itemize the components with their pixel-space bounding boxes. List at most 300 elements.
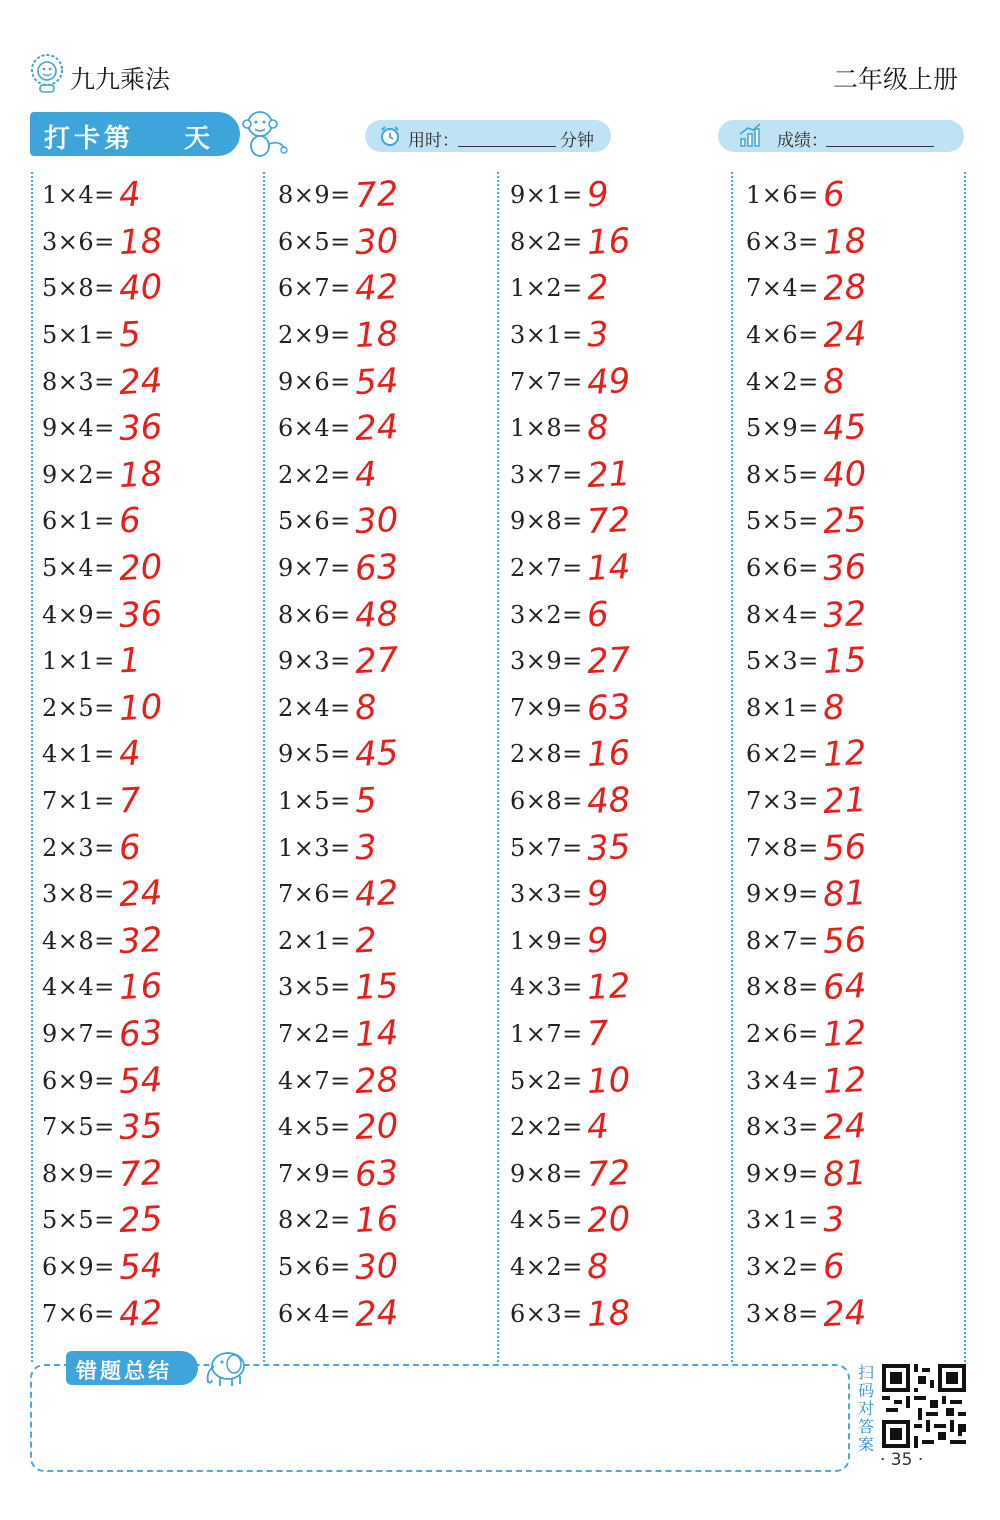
handwritten-answer: 9	[585, 174, 610, 216]
problem-text: 5×3=	[746, 647, 819, 676]
handwritten-answer: 63	[353, 1152, 400, 1195]
problem-item	[42, 591, 272, 638]
problem-item	[746, 1290, 976, 1337]
problem-item	[510, 545, 740, 592]
problem-text: 7×3=	[746, 787, 819, 816]
problem-item	[42, 405, 272, 452]
problem-text: 7×1=	[42, 787, 115, 816]
handwritten-answer: 5	[117, 314, 142, 356]
handwritten-answer: 42	[353, 873, 400, 916]
problem-text: 8×3=	[42, 367, 115, 396]
problem-item	[746, 172, 976, 219]
handwritten-answer: 48	[353, 593, 400, 636]
problem-text: 8×2=	[510, 227, 583, 256]
handwritten-answer: 27	[353, 640, 400, 683]
problem-item	[746, 731, 976, 778]
problem-item	[278, 172, 508, 219]
problem-text: 4×9=	[42, 600, 115, 629]
problem-text: 3×8=	[42, 880, 115, 909]
problem-item	[42, 452, 272, 499]
handwritten-answer: 30	[353, 1245, 400, 1289]
handwritten-answer: 8	[821, 361, 846, 403]
problem-text: 4×1=	[42, 740, 115, 769]
handwritten-answer: 16	[585, 220, 632, 263]
handwritten-answer: 3	[585, 314, 610, 356]
problem-text: 6×8=	[510, 787, 583, 816]
handwritten-answer: 48	[585, 779, 632, 823]
handwritten-answer: 45	[821, 407, 868, 450]
problem-item	[42, 545, 272, 592]
handwritten-answer: 3	[353, 827, 378, 869]
handwritten-answer: 7	[585, 1013, 610, 1055]
problem-text: 2×6=	[746, 1019, 819, 1048]
handwritten-answer: 7	[117, 780, 142, 822]
handwritten-answer: 18	[353, 313, 400, 357]
problem-text: 6×9=	[42, 1252, 115, 1281]
problem-item	[278, 778, 508, 825]
problem-text: 7×9=	[278, 1159, 351, 1188]
problem-text: 8×7=	[746, 926, 819, 955]
handwritten-answer: 28	[353, 1059, 400, 1102]
problem-item	[278, 1290, 508, 1337]
handwritten-answer: 12	[585, 966, 632, 1009]
handwritten-answer: 24	[353, 1292, 400, 1335]
problem-text: 9×9=	[746, 880, 819, 909]
problem-text: 6×3=	[510, 1299, 583, 1328]
problem-item	[746, 685, 976, 732]
handwritten-answer: 4	[585, 1106, 610, 1148]
score-input-line[interactable]	[826, 146, 934, 147]
problem-item	[42, 778, 272, 825]
problem-item	[746, 312, 976, 359]
problem-text: 7×6=	[278, 880, 351, 909]
problem-item	[510, 405, 740, 452]
problem-item	[746, 1197, 976, 1244]
problem-item	[510, 871, 740, 918]
problem-text: 8×5=	[746, 460, 819, 489]
problem-text: 2×3=	[42, 833, 115, 862]
problem-text: 2×2=	[278, 460, 351, 489]
problem-text: 6×5=	[278, 227, 351, 256]
problem-item	[42, 964, 272, 1011]
problem-text: 7×9=	[510, 693, 583, 722]
problem-text: 9×8=	[510, 1159, 583, 1188]
problem-item	[510, 172, 740, 219]
problem-item	[278, 265, 508, 312]
problem-item	[510, 1011, 740, 1058]
problem-item	[42, 1150, 272, 1197]
handwritten-answer: 54	[117, 1059, 164, 1102]
problem-item	[746, 638, 976, 685]
handwritten-answer: 12	[821, 733, 868, 776]
handwritten-answer: 30	[353, 500, 400, 543]
problem-text: 6×6=	[746, 554, 819, 583]
handwritten-answer: 18	[585, 1292, 632, 1335]
handwritten-answer: 1	[117, 640, 142, 682]
problem-item	[746, 591, 976, 638]
problem-item	[278, 498, 508, 545]
handwritten-answer: 2	[353, 920, 378, 962]
problem-text: 3×9=	[510, 647, 583, 676]
problem-item	[510, 778, 740, 825]
handwritten-answer: 12	[821, 1012, 868, 1056]
problem-text: 8×6=	[278, 600, 351, 629]
problem-item	[278, 452, 508, 499]
problem-item	[42, 1104, 272, 1151]
problem-item	[278, 824, 508, 871]
problem-item	[278, 312, 508, 359]
problem-text: 1×8=	[510, 414, 583, 443]
handwritten-answer: 72	[585, 500, 632, 543]
problem-item	[278, 1057, 508, 1104]
problem-item	[42, 731, 272, 778]
handwritten-answer: 8	[585, 407, 610, 449]
handwritten-answer: 36	[117, 593, 164, 636]
problem-text: 3×4=	[746, 1066, 819, 1095]
problem-item	[42, 1197, 272, 1244]
handwritten-answer: 8	[585, 1246, 610, 1288]
problem-text: 4×8=	[42, 926, 115, 955]
handwritten-answer: 35	[117, 1106, 164, 1149]
handwritten-answer: 18	[117, 453, 164, 496]
problem-text: 9×1=	[510, 181, 583, 210]
problem-item	[746, 1244, 976, 1291]
problem-item	[42, 1244, 272, 1291]
problem-text: 6×7=	[278, 274, 351, 303]
problem-text: 3×7=	[510, 460, 583, 489]
handwritten-answer: 16	[117, 966, 164, 1009]
problem-text: 3×2=	[746, 1252, 819, 1281]
problem-text: 2×4=	[278, 693, 351, 722]
problem-text: 4×5=	[278, 1113, 351, 1142]
problem-text: 2×2=	[510, 1113, 583, 1142]
problem-text: 3×5=	[278, 973, 351, 1002]
problem-text: 1×6=	[746, 181, 819, 210]
handwritten-answer: 63	[353, 546, 400, 590]
problem-text: 7×8=	[746, 833, 819, 862]
problem-item	[42, 918, 272, 965]
score-label: 成绩：	[777, 131, 828, 151]
handwritten-answer: 45	[353, 733, 400, 776]
handwritten-answer: 24	[353, 407, 400, 450]
handwritten-answer: 4	[117, 174, 142, 216]
problem-text: 8×3=	[746, 1113, 819, 1142]
time-label: 用时：	[408, 131, 459, 151]
problem-text: 4×6=	[746, 321, 819, 350]
problem-item	[278, 545, 508, 592]
monkey-icon	[234, 104, 290, 160]
problem-item	[510, 1197, 740, 1244]
problem-text: 3×6=	[42, 227, 115, 256]
problem-item	[42, 824, 272, 871]
handwritten-answer: 20	[353, 1106, 400, 1149]
problem-item	[42, 358, 272, 405]
problem-text: 8×9=	[278, 181, 351, 210]
problem-item	[746, 452, 976, 499]
problem-item	[510, 591, 740, 638]
problem-text: 9×7=	[42, 1019, 115, 1048]
handwritten-answer: 4	[353, 454, 378, 496]
problem-text: 1×3=	[278, 833, 351, 862]
problem-item	[746, 265, 976, 312]
handwritten-answer: 2	[585, 267, 610, 310]
problem-item	[510, 824, 740, 871]
problem-text: 5×6=	[278, 1252, 351, 1281]
problem-text: 8×1=	[746, 693, 819, 722]
handwritten-answer: 9	[585, 873, 610, 915]
handwritten-answer: 40	[821, 453, 868, 496]
problem-text: 4×2=	[746, 367, 819, 396]
problem-text: 9×2=	[42, 460, 115, 489]
problem-text: 4×7=	[278, 1066, 351, 1095]
problem-item	[510, 1290, 740, 1337]
grid-border-left	[31, 172, 33, 1362]
handwritten-answer: 6	[821, 1246, 846, 1288]
problem-text: 8×4=	[746, 600, 819, 629]
practice-column-3	[510, 172, 740, 1337]
problem-text: 4×3=	[510, 973, 583, 1002]
handwritten-answer: 6	[117, 827, 142, 869]
problem-text: 5×5=	[42, 1206, 115, 1235]
problem-item	[278, 964, 508, 1011]
problem-item	[510, 1150, 740, 1197]
handwritten-answer: 32	[117, 919, 164, 962]
time-unit-label: 分钟	[560, 131, 594, 151]
qr-code-icon[interactable]	[882, 1364, 966, 1448]
problem-item	[746, 1104, 976, 1151]
problem-item	[510, 498, 740, 545]
problem-text: 3×3=	[510, 880, 583, 909]
problem-text: 2×9=	[278, 321, 351, 350]
problem-item	[746, 824, 976, 871]
problem-text: 6×4=	[278, 414, 351, 443]
grade-label: 二年级上册	[832, 65, 958, 94]
problem-item	[510, 358, 740, 405]
problem-text: 3×1=	[510, 321, 583, 350]
checkin-day-label: 天	[184, 124, 211, 154]
problem-text: 7×6=	[42, 1299, 115, 1328]
problem-item	[746, 405, 976, 452]
handwritten-answer: 40	[117, 267, 164, 310]
problem-text: 9×7=	[278, 554, 351, 583]
problem-text: 2×5=	[42, 693, 115, 722]
problem-item	[278, 685, 508, 732]
handwritten-answer: 6	[117, 500, 142, 542]
problem-text: 2×1=	[278, 926, 351, 955]
problem-text: 6×3=	[746, 227, 819, 256]
problem-item	[510, 452, 740, 499]
problem-item	[278, 918, 508, 965]
handwritten-answer: 24	[821, 1106, 868, 1149]
handwritten-answer: 18	[821, 220, 868, 263]
problem-item	[746, 778, 976, 825]
handwritten-answer: 63	[117, 1012, 164, 1056]
book-title: 九九乘法	[70, 65, 171, 94]
problem-text: 1×7=	[510, 1019, 583, 1048]
problem-text: 6×1=	[42, 507, 115, 536]
problem-item	[746, 964, 976, 1011]
problem-item	[510, 219, 740, 266]
problem-text: 7×7=	[510, 367, 583, 396]
problem-text: 1×1=	[42, 647, 115, 676]
handwritten-answer: 24	[117, 360, 164, 403]
problem-item	[42, 638, 272, 685]
elephant-icon	[198, 1346, 254, 1388]
problem-item	[746, 358, 976, 405]
problem-item	[42, 498, 272, 545]
handwritten-answer: 49	[585, 360, 632, 403]
problem-text: 5×9=	[746, 414, 819, 443]
problem-text: 8×9=	[42, 1159, 115, 1188]
problem-item	[42, 312, 272, 359]
problem-item	[510, 1104, 740, 1151]
checkin-label: 打卡第	[44, 124, 135, 154]
problem-text: 5×2=	[510, 1066, 583, 1095]
problem-item	[510, 964, 740, 1011]
problem-text: 9×8=	[510, 507, 583, 536]
problem-text: 5×5=	[746, 507, 819, 536]
problem-item	[278, 1011, 508, 1058]
handwritten-answer: 4	[117, 733, 142, 775]
problem-text: 3×1=	[746, 1206, 819, 1235]
scan-answer-label: 扫码对答案	[858, 1363, 875, 1454]
problem-text: 4×5=	[510, 1206, 583, 1235]
handwritten-answer: 81	[821, 873, 868, 916]
handwritten-answer: 20	[117, 546, 164, 590]
problem-item	[42, 265, 272, 312]
problem-item	[278, 1150, 508, 1197]
problem-text: 3×2=	[510, 600, 583, 629]
handwritten-answer: 36	[821, 546, 868, 590]
problem-item	[278, 1244, 508, 1291]
handwritten-answer: 18	[117, 220, 164, 263]
problem-text: 2×7=	[510, 554, 583, 583]
problem-text: 8×8=	[746, 973, 819, 1002]
problem-item	[510, 731, 740, 778]
problem-item	[42, 172, 272, 219]
problem-text: 3×8=	[746, 1299, 819, 1328]
problem-item	[510, 1244, 740, 1291]
handwritten-answer: 36	[117, 407, 164, 450]
handwritten-answer: 27	[585, 640, 632, 683]
handwritten-answer: 10	[117, 686, 164, 729]
problem-text: 6×9=	[42, 1066, 115, 1095]
problem-item	[42, 1290, 272, 1337]
handwritten-answer: 56	[821, 826, 868, 869]
problem-text: 9×3=	[278, 647, 351, 676]
handwritten-answer: 6	[585, 594, 610, 636]
problem-text: 5×1=	[42, 321, 115, 350]
practice-column-4	[746, 172, 976, 1337]
handwritten-answer: 24	[117, 873, 164, 916]
handwritten-answer: 72	[585, 1152, 632, 1195]
problem-text: 2×8=	[510, 740, 583, 769]
handwritten-answer: 16	[353, 1199, 400, 1242]
handwritten-answer: 21	[821, 779, 868, 823]
page-number: · 35 ·	[880, 1450, 924, 1470]
handwritten-answer: 15	[353, 966, 400, 1009]
handwritten-answer: 21	[585, 453, 632, 496]
problem-text: 5×4=	[42, 554, 115, 583]
handwritten-answer: 16	[585, 733, 632, 776]
problem-text: 5×6=	[278, 507, 351, 536]
practice-column-1	[42, 172, 272, 1337]
handwritten-answer: 15	[821, 640, 868, 683]
handwritten-answer: 24	[821, 1292, 868, 1335]
problem-text: 9×5=	[278, 740, 351, 769]
handwritten-answer: 24	[821, 313, 868, 357]
handwritten-answer: 64	[821, 966, 868, 1009]
handwritten-answer: 28	[821, 267, 868, 310]
problem-text: 1×4=	[42, 181, 115, 210]
handwritten-answer: 42	[117, 1292, 164, 1335]
practice-column-2	[278, 172, 508, 1337]
problem-item	[746, 1057, 976, 1104]
time-input-line[interactable]	[458, 146, 556, 147]
alarm-clock-icon	[378, 124, 402, 148]
handwritten-answer: 54	[353, 360, 400, 403]
problem-item	[42, 1057, 272, 1104]
problem-text: 8×2=	[278, 1206, 351, 1235]
problem-text: 5×8=	[42, 274, 115, 303]
handwritten-answer: 5	[353, 780, 378, 822]
problem-item	[510, 312, 740, 359]
problem-item	[746, 1011, 976, 1058]
problem-item	[42, 685, 272, 732]
problem-item	[746, 545, 976, 592]
problem-item	[278, 591, 508, 638]
problem-item	[510, 265, 740, 312]
handwritten-answer: 56	[821, 919, 868, 962]
problem-text: 5×7=	[510, 833, 583, 862]
problem-item	[42, 1011, 272, 1058]
problem-item	[278, 219, 508, 266]
problem-item	[510, 918, 740, 965]
handwritten-answer: 63	[585, 686, 632, 729]
problem-text: 6×4=	[278, 1299, 351, 1328]
problem-text: 1×9=	[510, 926, 583, 955]
problem-item	[278, 358, 508, 405]
handwritten-answer: 3	[821, 1199, 846, 1241]
problem-text: 6×2=	[746, 740, 819, 769]
handwritten-answer: 32	[821, 593, 868, 636]
handwritten-answer: 72	[117, 1152, 164, 1195]
problem-item	[510, 1057, 740, 1104]
problem-text: 4×4=	[42, 973, 115, 1002]
problem-text: 9×9=	[746, 1159, 819, 1188]
handwritten-answer: 25	[117, 1199, 164, 1242]
problem-text: 7×5=	[42, 1113, 115, 1142]
problem-item	[746, 1150, 976, 1197]
problem-text: 1×2=	[510, 274, 583, 303]
handwritten-answer: 9	[585, 920, 610, 962]
problem-item	[510, 638, 740, 685]
handwritten-answer: 10	[585, 1059, 632, 1102]
problem-item	[746, 918, 976, 965]
handwritten-answer: 8	[821, 687, 846, 729]
problem-text: 9×6=	[278, 367, 351, 396]
problem-text: 4×2=	[510, 1252, 583, 1281]
handwritten-answer: 30	[353, 220, 400, 263]
problem-item	[42, 219, 272, 266]
problem-item	[278, 405, 508, 452]
problem-item	[278, 871, 508, 918]
handwritten-answer: 54	[117, 1245, 164, 1289]
handwritten-answer: 42	[353, 267, 400, 310]
problem-item	[278, 638, 508, 685]
problem-text: 7×2=	[278, 1019, 351, 1048]
problem-item	[746, 219, 976, 266]
